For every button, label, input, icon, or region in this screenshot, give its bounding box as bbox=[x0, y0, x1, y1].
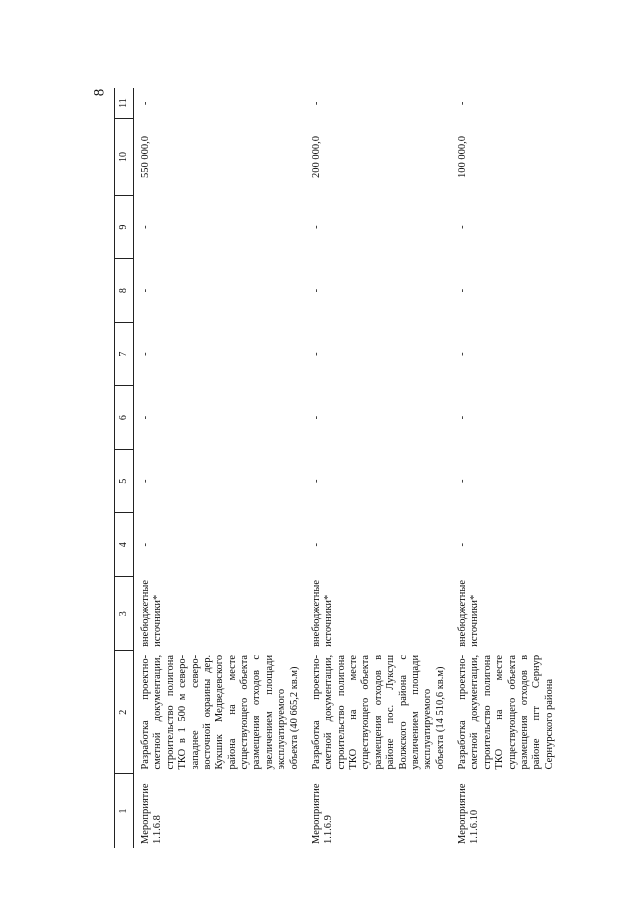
value-cell: - bbox=[310, 101, 322, 106]
col-header: 4 bbox=[115, 513, 134, 577]
value-cell: 200 000,0 bbox=[310, 136, 322, 179]
value-cell: - bbox=[457, 101, 468, 106]
rotated-table-container bbox=[114, 88, 555, 848]
value-cell: 100 000,0 bbox=[457, 136, 468, 179]
description-cell: Разработка проектно-сметной документации, строительство полигона ТКО в 1 500 м северо-западнее северо-восточной окраины дер. Кукшик Медведевского района на месте существующего объекта размещения отходов с увеличением площади эксплуатируемого объекта (40 665,2 кв.м) bbox=[140, 654, 300, 770]
value-cell: - bbox=[457, 479, 468, 483]
value-cell: - bbox=[140, 288, 151, 293]
col-header: 1 bbox=[115, 774, 134, 848]
event-cell: Мероприятие 1.1.6.10 bbox=[457, 783, 481, 844]
col-header: 9 bbox=[115, 195, 134, 259]
value-cell: - bbox=[310, 352, 322, 356]
value-cell: - bbox=[310, 479, 322, 483]
value-cell: 550 000,0 bbox=[140, 136, 151, 179]
source-cell: внебюджетные источники* bbox=[310, 579, 335, 647]
col-header: 3 bbox=[115, 576, 134, 650]
value-cell: - bbox=[140, 415, 151, 420]
col-header: 6 bbox=[115, 386, 134, 450]
event-cell: Мероприятие 1.1.6.8 bbox=[140, 783, 164, 844]
event-cell: Мероприятие 1.1.6.9 bbox=[310, 783, 335, 844]
value-cell: - bbox=[457, 415, 468, 420]
col-header: 11 bbox=[115, 88, 134, 119]
description-cell: Разработка проектно-сметной документации, строительство полигона ТКО на месте существующего объекта размещения отходов в районе пос. Луксуш Волжского района с увеличением площади эксплуатируемого объекта (14 510,6 кв.м) bbox=[310, 654, 446, 770]
value-cell: - bbox=[140, 225, 151, 229]
value-cell: - bbox=[140, 352, 151, 356]
value-cell: - bbox=[310, 415, 322, 420]
table-row bbox=[305, 88, 451, 848]
value-cell: - bbox=[457, 352, 468, 356]
value-cell: - bbox=[140, 101, 151, 106]
col-header: 5 bbox=[115, 449, 134, 513]
table-row bbox=[451, 88, 560, 848]
header-row bbox=[115, 88, 134, 848]
value-cell: - bbox=[310, 542, 322, 547]
value-cell: - bbox=[457, 288, 468, 293]
table-row bbox=[134, 88, 305, 848]
description-cell: Разработка проектно-сметной документации, строительство полигона ТКО на месте существующего объекта размещения отходов в районе пгт Сернур Сернурского района bbox=[457, 654, 555, 770]
value-cell: - bbox=[457, 542, 468, 547]
value-cell: - bbox=[457, 225, 468, 229]
page-number: 8 bbox=[91, 88, 108, 97]
source-cell: внебюджетные источники* bbox=[457, 579, 481, 647]
value-cell: - bbox=[310, 288, 322, 293]
value-cell: - bbox=[140, 479, 151, 483]
col-header: 10 bbox=[115, 119, 134, 196]
value-cell: - bbox=[140, 542, 151, 547]
col-header: 8 bbox=[115, 259, 134, 323]
source-cell: внебюджетные источники* bbox=[140, 579, 164, 647]
value-cell: - bbox=[310, 225, 322, 229]
col-header: 2 bbox=[115, 651, 134, 774]
measures-table bbox=[114, 88, 560, 848]
col-header: 7 bbox=[115, 322, 134, 386]
